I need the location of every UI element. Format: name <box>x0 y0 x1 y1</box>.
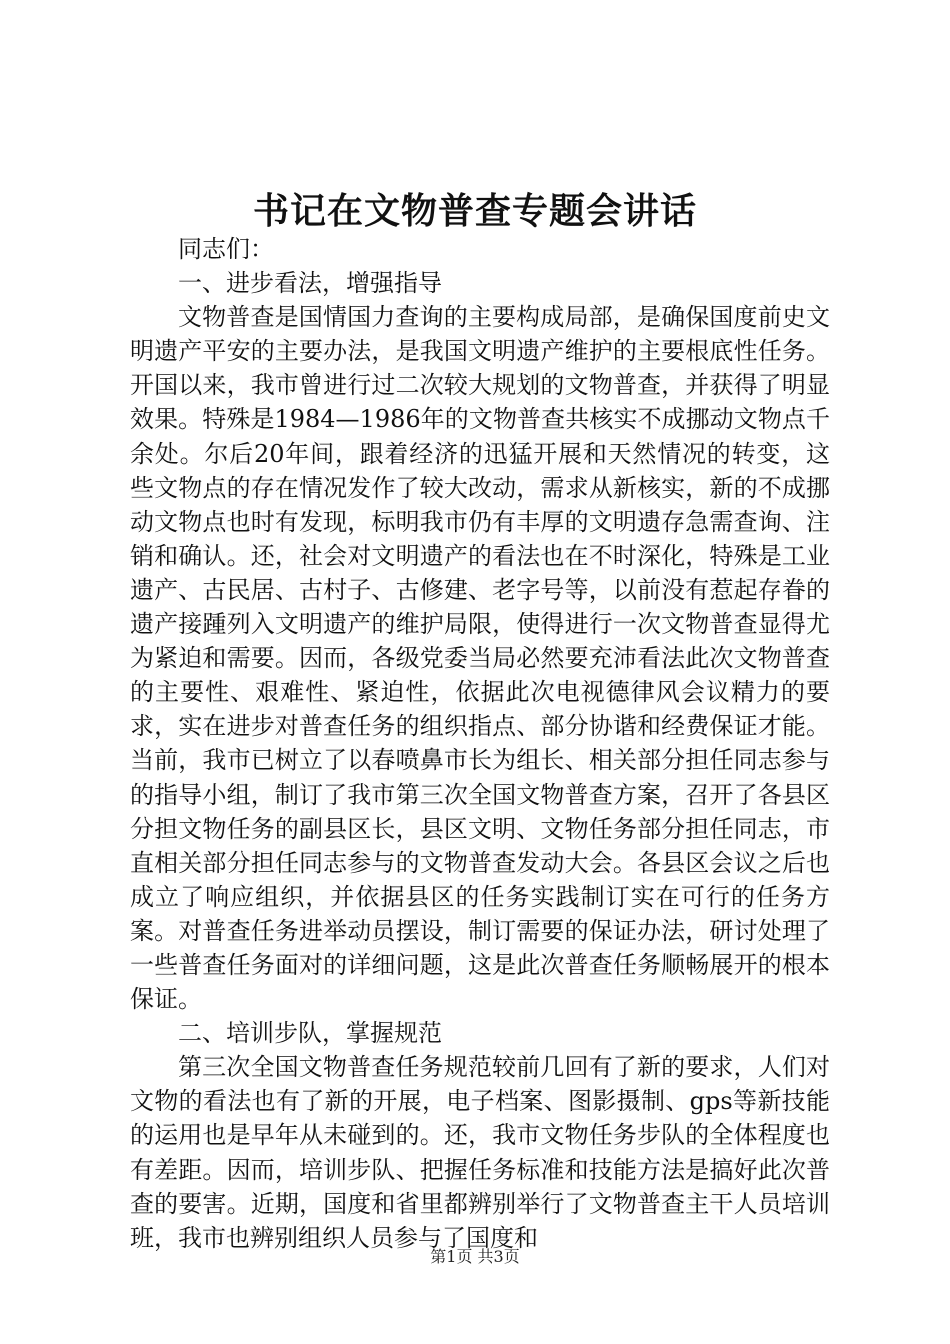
greeting: 同志们： <box>178 235 274 263</box>
section-heading-2: 二、培训步队，掌握规范 <box>178 1019 442 1048</box>
section-heading-1: 一、进步看法，增强指导 <box>178 269 442 298</box>
page-title: 书记在文物普查专题会讲话 <box>252 190 697 232</box>
section-paragraph-2: 第三次全国文物普查任务规范较前几回有了新的要求，人们对文物的看法也有了新的开展，电子档案、图影摄制、gps等新技能的运用也是早年从未碰到的。还，我市文物任务步队的全体程度也有差距。因而，培训步队、把握任务标准和技能方法是搞好此次普查的要害。近期，国度和省里都辨别举行了文物普查主干人员培训班，我市也辨别组织人员参与了国度和 <box>130 1053 830 1252</box>
document-body <box>130 232 830 1255</box>
page-footer: 第1页 共3页 <box>430 1247 520 1266</box>
section-paragraph-1: 文物普查是国情国力查询的主要构成局部，是确保国度前史文明遗产平安的主要办法，是我国文明遗产维护的主要根底性任务。开国以来，我市曾进行过二次较大规划的文物普查，并获得了明显效果。特殊是1984—1986年的文物普查共核实不成挪动文物点千余处。尔后20年间，跟着经济的迅猛开展和天然情况的转变，这些文物点的存在情况发作了较大改动，需求从新核实，新的不成挪动文物点也时有发现，标明我市仍有丰厚的文明遗存急需查询、注销和确认。还，社会对文明遗产的看法也在不时深化，特殊是工业遗产、古民居、古村子、古修建、老字号等，以前没有惹起存眷的遗产接踵列入文明遗产的维护局限，使得进行一次文物普查显得尤为紧迫和需要。因而，各级党委当局必然要充沛看法此次文物普查的主要性、艰难性、紧迫性，依据此次电视德律风会议精力的要求，实在进步对普查任务的组织指点、部分协谐和经费保证才能。当前，我市已树立了以春喷鼻市长为组长、相关部分担任同志参与的指导小组，制订了我市第三次全国文物普查方案，召开了各县区分担文物任务的副县区长，县区文明、文物任务部分担任同志，市直相关部分担任同志参与的文物普查发动大会。各县区会议之后也成立了响应组织，并依据县区的任务实践制订实在可行的任务方案。对普查任务进举动员摆设，制订需要的保证办法，研讨处理了一些普查任务面对的详细问题，这是此次普查任务顺畅展开的根本保证。 <box>130 303 830 1014</box>
